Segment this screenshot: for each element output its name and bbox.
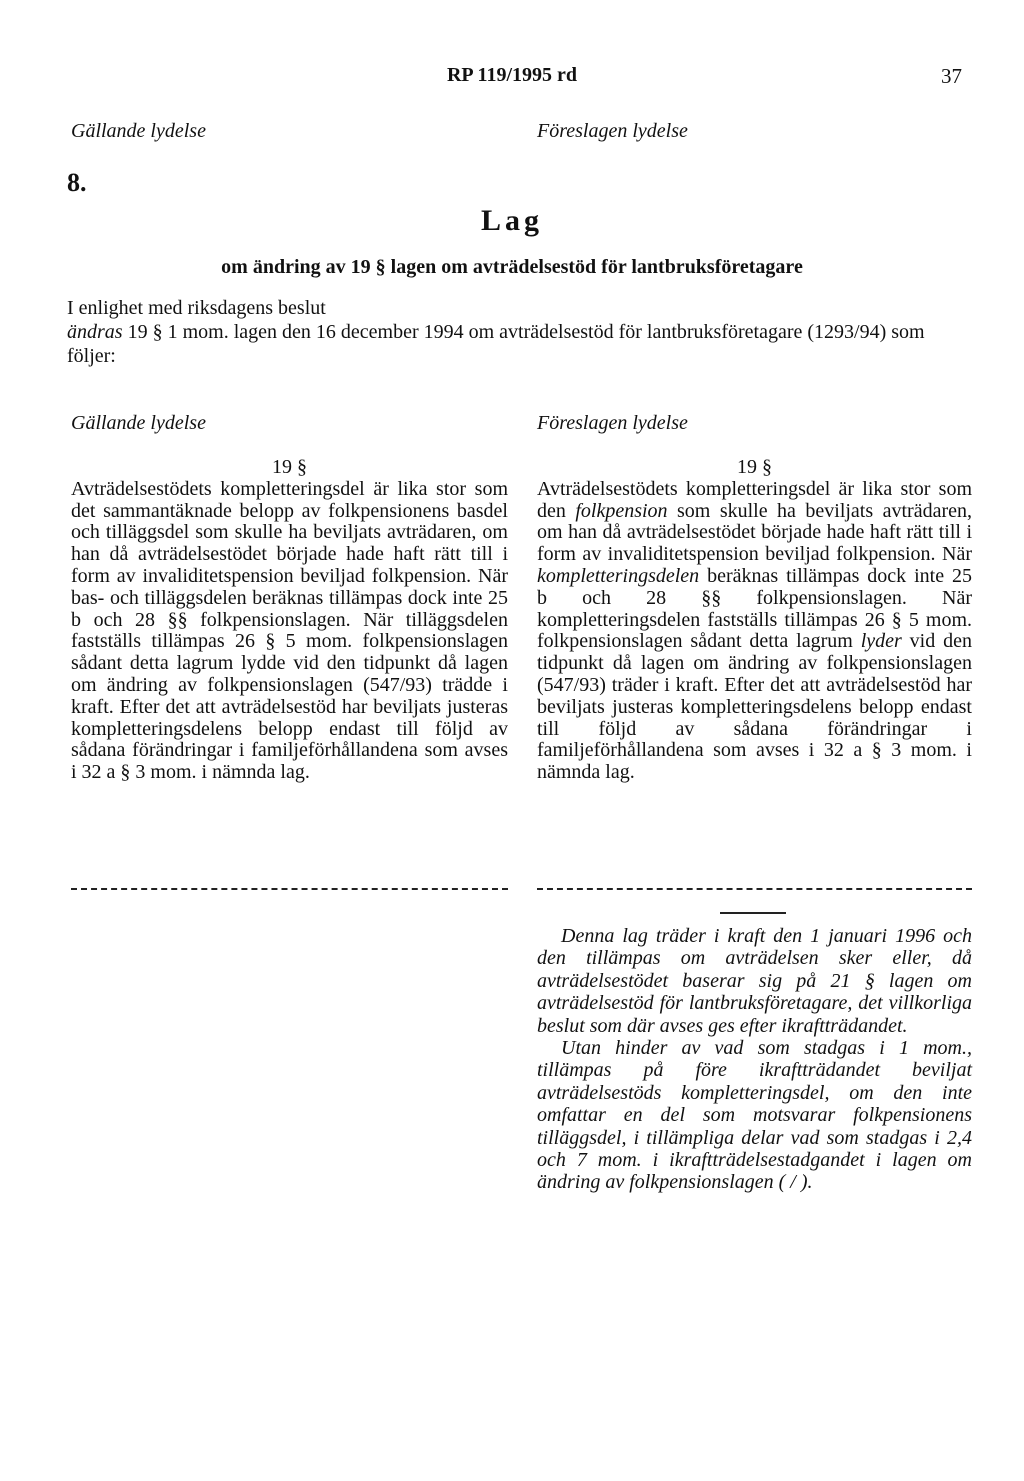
dashed-separator-left — [71, 888, 508, 890]
intro-paragraph — [67, 296, 957, 368]
proposed-emphasis-3: lyder — [860, 630, 902, 653]
proposed-wording-column — [537, 457, 972, 784]
law-title: Lag — [480, 204, 543, 237]
intro-amend-word: ändras — [67, 321, 123, 343]
proposed-text-part-1: Avträdelsestödets kompletteringsdel är lika stor som den — [537, 477, 972, 522]
intro-amend-text: 19 § 1 mom. lagen den 16 december 1994 om avträdelsestöd för lantbruksföretagare (1293/94) som följer: — [67, 321, 925, 367]
current-wording-column — [71, 457, 508, 784]
intro-line-1: I enlighet med riksdagens beslut — [67, 297, 326, 319]
entry-into-force-provisions — [537, 925, 972, 1194]
paragraph-number-proposed: 19 § — [737, 456, 772, 478]
proposed-text-part-3: beräknas tillämpas dock inte 25 b och 28 §§ folkpensionslagen. När kompletteringsdelen fastställs tillämpas 26 § 5 mom. folkpensionslagen sådant detta lagrum — [537, 564, 972, 653]
paragraph-number-current: 19 § — [272, 456, 307, 478]
column-header-proposed: Föreslagen lydelse — [537, 412, 688, 434]
law-subtitle: om ändring av 19 § lagen om avträdelsestöd för lantbruksföretagare — [221, 256, 803, 278]
entry-into-force-paragraph-1: Denna lag träder i kraft den 1 januari 1996 och den tillämpas om avträdelsen sker eller, då avträdelsestödet baserar sig på 21 § lagen om avträdelsestöd för lantbruksföretagare, det villkorliga beslut som där avses ges efter ikraftträdandet. — [537, 925, 972, 1037]
column-header-current: Gällande lydelse — [71, 412, 206, 434]
section-number: 8. — [67, 168, 87, 197]
short-rule — [720, 912, 786, 914]
proposed-text-part-2: som skulle ha beviljats avträdaren, om han då avträdelsestödet började hade haft rätt till i form av invaliditetspension beviljad folkpension. När — [537, 499, 972, 566]
proposed-emphasis-2: kompletteringsdelen — [537, 564, 700, 587]
column-header-current-top: Gällande lydelse — [71, 120, 206, 142]
dashed-separator-right — [537, 888, 972, 890]
proposed-wording-text — [537, 479, 972, 784]
entry-into-force-paragraph-2: Utan hinder av vad som stadgas i 1 mom., tillämpas på före ikraftträdandet beviljat avträdelsestöds kompletteringsdel, om den inte omfattar en del som motsvarar folkpensionens tilläggsdel, i tillämpliga delar vad som stadgas i 2,4 och 7 mom. i ikraftträdelsestadgandet i lagen om ändring av folkpensionslagen ( / ). — [537, 1037, 972, 1194]
document-header-title: RP 119/1995 rd — [446, 64, 577, 86]
page-number: 37 — [941, 64, 962, 88]
intro-line-2 — [67, 320, 957, 368]
column-header-proposed-top: Föreslagen lydelse — [537, 120, 688, 142]
proposed-emphasis-1: folkpension — [575, 499, 668, 522]
proposed-text-part-4: vid den tidpunkt då lagen om ändring av folkpensionslagen (547/93) träder i kraft. Efter det att avträdelsestöd har beviljats justeras kompletteringsdelens belopp endast till följd av sådana förändringar i familjeförhållandena som avses i 32 a § 3 mom. i nämnda lag. — [537, 630, 973, 784]
current-wording-text: Avträdelsestödets kompletteringsdel är lika stor som det sammantäknade belopp av folkpensionens basdel och tilläggsdel som skulle ha beviljats avträdaren, om han då avträdelsestödet började hade haft rätt till i form av invaliditetspension beviljad folkpension. När bas- och tilläggsdelen beräknas tillämpas dock inte 25 b och 28 §§ folkpensionslagen. När tilläggsdelen fastställs tillämpas 26 § 5 mom. folkpensionslagen sådant detta lagrum lydde vid den tidpunkt då lagen om ändring av folkpensionslagen (547/93) trädde i kraft. Efter det att avträdelsestöd har beviljats justeras kompletteringsdelens belopp endast till följd av sådana förändringar i familjeförhållandena som avses i 32 a § 3 mom. i nämnda lag. — [71, 477, 508, 784]
